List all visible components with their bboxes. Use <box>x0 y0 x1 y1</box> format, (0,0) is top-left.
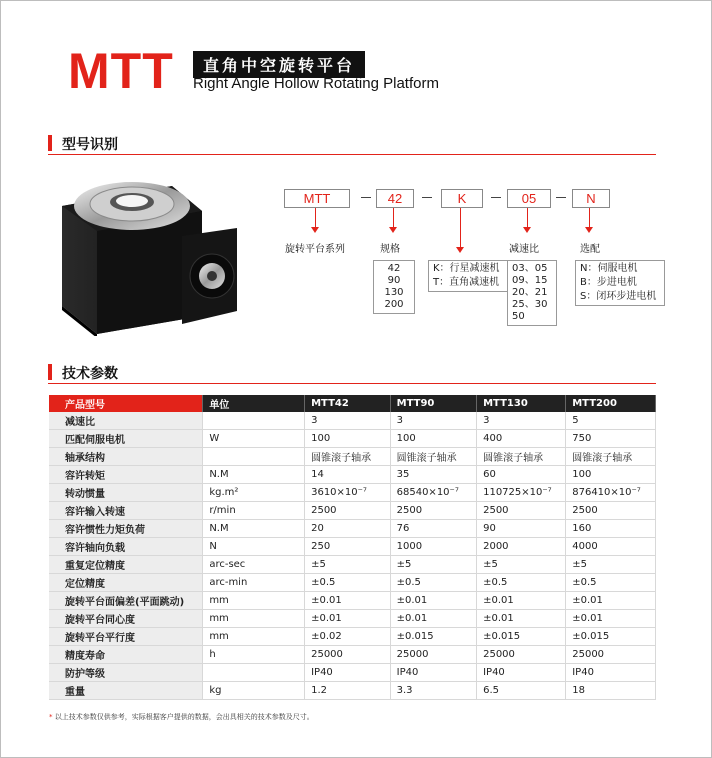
footnote-star: * <box>49 713 53 721</box>
param-value: ±0.015 <box>566 628 656 646</box>
connector-arrow <box>523 227 531 233</box>
param-value: 2500 <box>566 502 656 520</box>
param-value: 68540×10⁻⁷ <box>390 484 476 502</box>
code-size-box: 42 <box>376 189 414 208</box>
param-value: ±0.02 <box>305 628 391 646</box>
param-unit: arc-min <box>203 574 305 592</box>
spec-row <box>49 412 656 430</box>
param-value: 3.3 <box>390 682 476 700</box>
param-value: ±0.015 <box>390 628 476 646</box>
param-value: ±0.01 <box>566 610 656 628</box>
type-option: T：直角减速机 <box>433 277 500 288</box>
param-value: 25000 <box>566 646 656 664</box>
param-value: ±0.015 <box>477 628 566 646</box>
param-name: 容许轴向负载 <box>49 538 203 556</box>
spec-row <box>49 610 656 628</box>
param-value: 876410×10⁻⁷ <box>566 484 656 502</box>
param-unit <box>203 664 305 682</box>
param-unit: r/min <box>203 502 305 520</box>
header-cell: MTT130 <box>477 395 566 412</box>
section-marker <box>48 135 52 151</box>
param-value: 3 <box>390 412 476 430</box>
spec-row <box>49 664 656 682</box>
label-series: 旋转平台系列 <box>285 244 345 255</box>
param-name: 重复定位精度 <box>49 556 203 574</box>
ratio-option: 50 <box>512 311 525 322</box>
ratio-option: 20、21 <box>512 287 548 298</box>
section-tech-params <box>48 362 656 384</box>
param-value: 25000 <box>390 646 476 664</box>
param-unit <box>203 448 305 466</box>
spec-row <box>49 430 656 448</box>
section-title: 技术参数 <box>62 366 118 382</box>
param-value: 60 <box>477 466 566 484</box>
param-value: ±5 <box>477 556 566 574</box>
ratio-option: 25、30 <box>512 299 548 310</box>
param-name: 重量 <box>49 682 203 700</box>
param-value: 76 <box>390 520 476 538</box>
section-rule <box>48 154 656 155</box>
code-option-box: N <box>572 189 610 208</box>
spec-row <box>49 574 656 592</box>
code-series-box: MTT <box>284 189 350 208</box>
header-cell: 产品型号 <box>49 395 203 412</box>
param-value: 25000 <box>305 646 391 664</box>
spec-row <box>49 592 656 610</box>
spec-row <box>49 520 656 538</box>
connector-line <box>460 208 461 248</box>
footnote-text: 以上技术参数仅供参考，实际根据客户提供的数据，会出具相关的技术参数及尺寸。 <box>54 713 314 721</box>
param-unit: mm <box>203 628 305 646</box>
param-value: 3 <box>305 412 391 430</box>
size-option: 130 <box>384 287 404 298</box>
param-value: ±0.01 <box>390 610 476 628</box>
param-unit: N.M <box>203 466 305 484</box>
param-value: 20 <box>305 520 391 538</box>
param-value: ±0.01 <box>477 592 566 610</box>
param-value: 100 <box>305 430 391 448</box>
param-name: 减速比 <box>49 412 203 430</box>
param-name: 容许转矩 <box>49 466 203 484</box>
param-value: ±0.01 <box>390 592 476 610</box>
param-value: ±0.5 <box>390 574 476 592</box>
section-title: 型号识别 <box>62 137 118 153</box>
code-ratio-box: 05 <box>507 189 551 208</box>
connector-line <box>589 208 590 228</box>
param-name: 旋转平台同心度 <box>49 610 203 628</box>
param-value: 25000 <box>477 646 566 664</box>
param-value: 110725×10⁻⁷ <box>477 484 566 502</box>
size-options <box>373 260 415 314</box>
param-value: 160 <box>566 520 656 538</box>
option-item: N：伺服电机 <box>580 263 638 274</box>
param-value: IP40 <box>566 664 656 682</box>
param-value: 100 <box>566 466 656 484</box>
param-name: 容许惯性力矩负荷 <box>49 520 203 538</box>
code-type-box: K <box>441 189 483 208</box>
spec-row <box>49 646 656 664</box>
param-name: 轴承结构 <box>49 448 203 466</box>
ratio-options <box>507 260 557 326</box>
param-value: ±0.5 <box>566 574 656 592</box>
param-name: 精度寿命 <box>49 646 203 664</box>
param-value: 1000 <box>390 538 476 556</box>
size-option: 42 <box>387 263 401 274</box>
param-name: 防护等级 <box>49 664 203 682</box>
label-ratio: 减速比 <box>509 244 539 255</box>
ratio-option: 09、15 <box>512 275 548 286</box>
connector-line <box>393 208 394 228</box>
label-option: 选配 <box>580 244 600 255</box>
option-item: S：闭环步进电机 <box>580 291 657 302</box>
param-value: 90 <box>477 520 566 538</box>
spec-header-row <box>49 395 656 412</box>
product-image <box>52 166 242 336</box>
param-value: 2500 <box>305 502 391 520</box>
param-value: ±5 <box>390 556 476 574</box>
type-option: K：行星减速机 <box>433 263 500 274</box>
code-dash <box>491 197 501 198</box>
param-value: 18 <box>566 682 656 700</box>
header-cell: MTT200 <box>566 395 656 412</box>
code-dash <box>422 197 432 198</box>
spec-row <box>49 502 656 520</box>
section-marker <box>48 364 52 380</box>
param-value: ±0.01 <box>305 592 391 610</box>
param-unit: kg.m² <box>203 484 305 502</box>
param-value: ±0.01 <box>566 592 656 610</box>
param-name: 旋转平台平行度 <box>49 628 203 646</box>
param-unit <box>203 412 305 430</box>
code-dash <box>361 197 371 198</box>
connector-arrow <box>389 227 397 233</box>
param-unit: N.M <box>203 520 305 538</box>
param-name: 定位精度 <box>49 574 203 592</box>
param-value: IP40 <box>390 664 476 682</box>
param-unit: mm <box>203 592 305 610</box>
spec-row <box>49 448 656 466</box>
connector-arrow <box>311 227 319 233</box>
param-unit: arc-sec <box>203 556 305 574</box>
param-value: ±0.5 <box>305 574 391 592</box>
param-value: 圆锥滚子轴承 <box>477 448 566 466</box>
english-title: Right Angle Hollow Rotating Platform <box>193 75 439 92</box>
param-unit: h <box>203 646 305 664</box>
param-value: 2000 <box>477 538 566 556</box>
connector-arrow <box>456 247 464 253</box>
section-model-id <box>48 133 656 155</box>
param-value: ±0.5 <box>477 574 566 592</box>
param-value: 100 <box>390 430 476 448</box>
param-name: 匹配伺服电机 <box>49 430 203 448</box>
param-value: ±0.01 <box>477 610 566 628</box>
param-unit: kg <box>203 682 305 700</box>
param-name: 转动惯量 <box>49 484 203 502</box>
param-value: 3610×10⁻⁷ <box>305 484 391 502</box>
header-cell: MTT42 <box>305 395 391 412</box>
section-rule <box>48 383 656 384</box>
ratio-option: 03、05 <box>512 263 548 274</box>
param-unit: mm <box>203 610 305 628</box>
option-item: B：步进电机 <box>580 277 637 288</box>
param-value: ±5 <box>566 556 656 574</box>
spec-row <box>49 556 656 574</box>
param-value: 4000 <box>566 538 656 556</box>
header-cell: 单位 <box>203 395 305 412</box>
param-value: 2500 <box>477 502 566 520</box>
param-value: ±5 <box>305 556 391 574</box>
param-value: 1.2 <box>305 682 391 700</box>
param-value: 圆锥滚子轴承 <box>305 448 391 466</box>
option-options <box>575 260 665 306</box>
param-value: IP40 <box>305 664 391 682</box>
label-size: 规格 <box>380 244 400 255</box>
param-name: 旋转平台面偏差(平面跳动) <box>49 592 203 610</box>
param-unit: W <box>203 430 305 448</box>
param-value: 400 <box>477 430 566 448</box>
param-value: IP40 <box>477 664 566 682</box>
size-option: 90 <box>387 275 401 286</box>
connector-line <box>527 208 528 228</box>
spec-row <box>49 628 656 646</box>
param-unit: N <box>203 538 305 556</box>
brand-title: MTT <box>68 43 174 99</box>
connector-line <box>315 208 316 228</box>
spec-row <box>49 484 656 502</box>
type-options <box>428 260 508 292</box>
spec-body <box>49 412 656 700</box>
param-value: 14 <box>305 466 391 484</box>
param-value: 250 <box>305 538 391 556</box>
code-dash <box>556 197 566 198</box>
param-value: 5 <box>566 412 656 430</box>
spec-row <box>49 538 656 556</box>
param-value: 6.5 <box>477 682 566 700</box>
spec-row <box>49 466 656 484</box>
param-value: ±0.01 <box>305 610 391 628</box>
param-value: 35 <box>390 466 476 484</box>
param-value: 圆锥滚子轴承 <box>390 448 476 466</box>
footnote <box>49 712 314 722</box>
spec-row <box>49 682 656 700</box>
param-name: 容许输入转速 <box>49 502 203 520</box>
spec-table <box>49 395 656 700</box>
header-cell: MTT90 <box>390 395 476 412</box>
param-value: 3 <box>477 412 566 430</box>
chinese-title: 直角中空旋转平台 <box>193 51 365 78</box>
param-value: 2500 <box>390 502 476 520</box>
connector-arrow <box>585 227 593 233</box>
param-value: 圆锥滚子轴承 <box>566 448 656 466</box>
param-value: 750 <box>566 430 656 448</box>
size-option: 200 <box>384 299 404 310</box>
